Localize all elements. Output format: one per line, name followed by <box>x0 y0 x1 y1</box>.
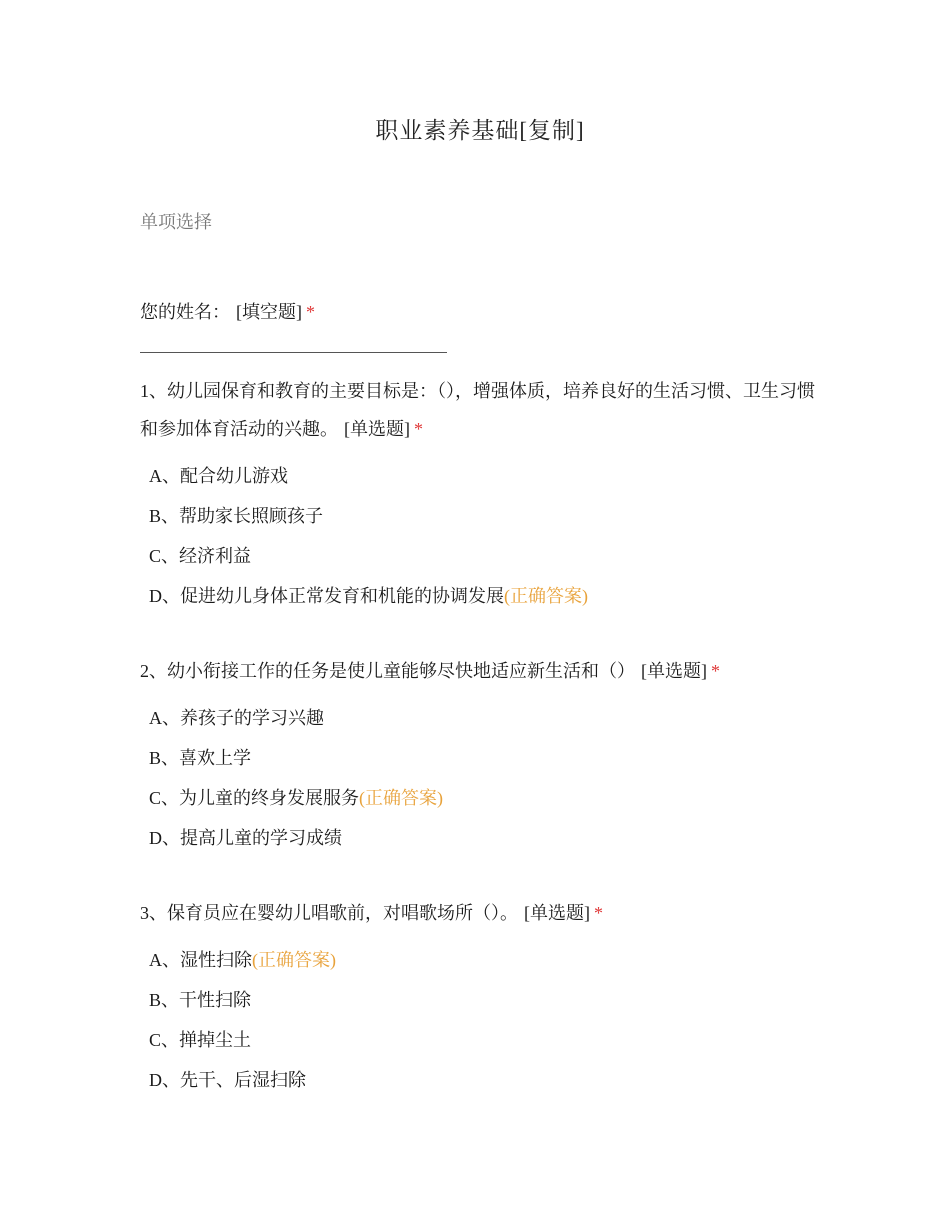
option-d[interactable] <box>149 576 588 616</box>
option-d[interactable] <box>149 818 443 858</box>
option-label: A、配合幼儿游戏 <box>149 466 288 486</box>
option-c[interactable] <box>149 1020 336 1060</box>
option-label: B、帮助家长照顾孩子 <box>149 506 324 526</box>
correct-answer-tag: (正确答案) <box>359 788 444 808</box>
option-label: C、为儿童的终身发展服务 <box>149 788 360 808</box>
survey-title: 职业素养基础[复制] <box>375 118 585 143</box>
option-label: A、湿性扫除 <box>149 950 252 970</box>
option-label: D、提高儿童的学习成绩 <box>149 828 342 848</box>
option-label: D、先干、后湿扫除 <box>149 1070 306 1090</box>
question-type-tag: [单选题] <box>344 419 410 439</box>
required-mark: * <box>414 419 423 439</box>
name-question-label: 您的姓名： <box>140 302 230 322</box>
question-type-tag: [单选题] <box>524 903 590 923</box>
question-1 <box>140 372 820 448</box>
required-mark: * <box>594 903 603 923</box>
option-c[interactable] <box>149 536 588 576</box>
option-b[interactable] <box>149 496 588 536</box>
required-mark: * <box>306 302 315 322</box>
correct-answer-tag: (正确答案) <box>252 950 336 970</box>
name-question <box>140 298 315 324</box>
option-a[interactable] <box>149 940 336 980</box>
option-a[interactable] <box>149 456 588 496</box>
question-1-options <box>149 456 588 616</box>
question-text: 2、幼小衔接工作的任务是使儿童能够尽快地适应新生活和（） <box>140 661 635 681</box>
question-2-options <box>149 698 443 858</box>
option-d[interactable] <box>149 1060 336 1100</box>
question-3 <box>140 894 820 932</box>
option-label: B、喜欢上学 <box>149 748 252 768</box>
correct-answer-tag: (正确答案) <box>504 586 588 606</box>
option-label: A、养孩子的学习兴趣 <box>149 708 324 728</box>
question-text: 3、保育员应在婴幼儿唱歌前，对唱歌场所（）。 <box>140 903 518 923</box>
name-answer-blank[interactable] <box>140 352 447 353</box>
question-type-tag: [单选题] <box>641 661 707 681</box>
question-text: 1、幼儿园保育和教育的主要目标是：（），增强体质，培养良好的生活习惯、卫生习惯和参加体育活动的兴趣。 <box>140 381 815 439</box>
option-b[interactable] <box>149 980 336 1020</box>
option-label: D、促进幼儿身体正常发育和机能的协调发展 <box>149 586 504 606</box>
option-label: C、经济利益 <box>149 546 252 566</box>
option-c[interactable] <box>149 778 443 818</box>
option-label: B、干性扫除 <box>149 990 252 1010</box>
question-2 <box>140 652 820 690</box>
question-type-tag: [填空题] <box>236 302 302 322</box>
question-3-options <box>149 940 336 1100</box>
option-a[interactable] <box>149 698 443 738</box>
required-mark: * <box>711 661 720 681</box>
option-label: C、掸掉尘土 <box>149 1030 252 1050</box>
section-heading: 单项选择 <box>140 212 212 232</box>
option-b[interactable] <box>149 738 443 778</box>
